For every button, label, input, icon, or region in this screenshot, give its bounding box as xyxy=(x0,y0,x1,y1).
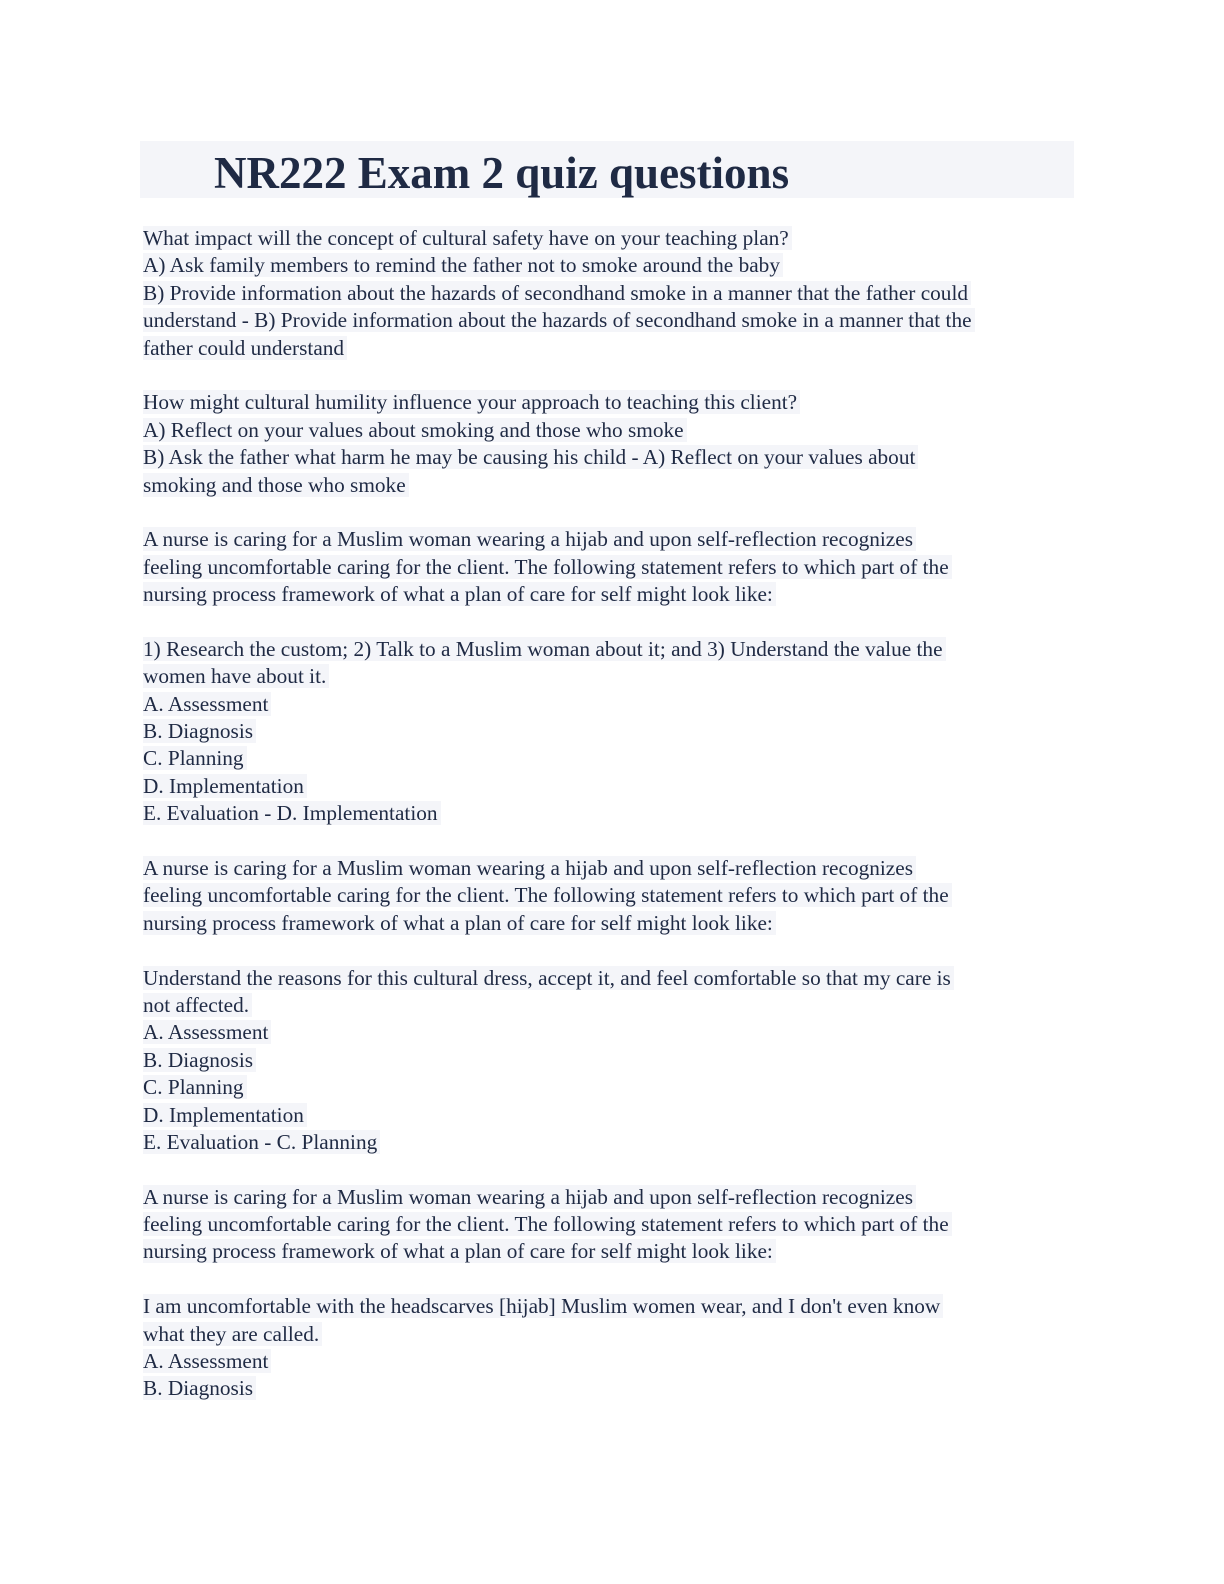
text-line xyxy=(143,417,1083,444)
text-line xyxy=(143,252,1083,279)
text-line xyxy=(143,1321,1083,1348)
text-line xyxy=(143,1019,1083,1046)
text-line xyxy=(143,1184,1083,1211)
text-line xyxy=(143,855,1083,882)
text-line xyxy=(143,992,1083,1019)
text-line-content: smoking and those who smoke xyxy=(143,473,409,497)
text-line xyxy=(143,718,1083,745)
text-line xyxy=(143,1348,1083,1375)
text-line-content: A nurse is caring for a Muslim woman wearing a hijab and upon self-reflection recognizes xyxy=(143,527,916,551)
text-line-content: father could understand xyxy=(143,336,347,360)
text-line-content: B. Diagnosis xyxy=(143,1376,256,1400)
text-line xyxy=(143,444,1083,471)
text-line-content: D. Implementation xyxy=(143,1103,307,1127)
text-line-content: A) Reflect on your values about smoking and those who smoke xyxy=(143,418,687,442)
text-line-content: A. Assessment xyxy=(143,1020,271,1044)
text-line-content: B. Diagnosis xyxy=(143,1048,256,1072)
text-line xyxy=(143,663,1083,690)
text-line-content: women have about it. xyxy=(143,664,329,688)
text-line-content: I am uncomfortable with the headscarves [hijab] Muslim women wear, and I don't even know xyxy=(143,1294,943,1318)
text-line-content: A nurse is caring for a Muslim woman wearing a hijab and upon self-reflection recognizes xyxy=(143,856,916,880)
text-line-content: not affected. xyxy=(143,993,252,1017)
text-line xyxy=(143,1293,1083,1320)
text-line-content: nursing process framework of what a plan of care for self might look like: xyxy=(143,911,776,935)
text-line xyxy=(143,280,1083,307)
text-line xyxy=(143,581,1083,608)
text-line-content: nursing process framework of what a plan of care for self might look like: xyxy=(143,582,776,606)
text-line-content: C. Planning xyxy=(143,746,247,770)
text-line-content: feeling uncomfortable caring for the client. The following statement refers to which part of the xyxy=(143,1212,952,1236)
text-line xyxy=(143,1074,1083,1101)
text-line-content: C. Planning xyxy=(143,1075,247,1099)
text-line xyxy=(143,1238,1083,1265)
text-line xyxy=(143,1211,1083,1238)
document-body xyxy=(143,225,1083,1403)
text-line-content: D. Implementation xyxy=(143,774,307,798)
text-line xyxy=(143,1102,1083,1129)
text-line-content: How might cultural humility influence your approach to teaching this client? xyxy=(143,390,800,414)
text-line xyxy=(143,773,1083,800)
paragraph-gap xyxy=(143,937,1083,964)
text-line-content: 1) Research the custom; 2) Talk to a Muslim woman about it; and 3) Understand the value the xyxy=(143,637,946,661)
text-line-content: A. Assessment xyxy=(143,1349,271,1373)
text-line xyxy=(143,1047,1083,1074)
question-block xyxy=(143,636,1083,828)
paragraph-gap xyxy=(143,362,1083,389)
text-line-content: understand - B) Provide information about the hazards of secondhand smoke in a manner that the xyxy=(143,308,975,332)
text-line-content: A) Ask family members to remind the father not to smoke around the baby xyxy=(143,253,783,277)
text-line xyxy=(143,389,1083,416)
text-line-content: feeling uncomfortable caring for the client. The following statement refers to which part of the xyxy=(143,883,952,907)
text-line-content: E. Evaluation - D. Implementation xyxy=(143,801,441,825)
text-line-content: A. Assessment xyxy=(143,692,271,716)
text-line xyxy=(143,526,1083,553)
text-line xyxy=(143,691,1083,718)
text-line-content: A nurse is caring for a Muslim woman wearing a hijab and upon self-reflection recognizes xyxy=(143,1185,916,1209)
page-title: NR222 Exam 2 quiz questions xyxy=(214,148,790,198)
text-line-content: feeling uncomfortable caring for the client. The following statement refers to which part of the xyxy=(143,555,952,579)
text-line xyxy=(143,965,1083,992)
text-line-content: nursing process framework of what a plan of care for self might look like: xyxy=(143,1239,776,1263)
text-line-content: B) Provide information about the hazards of secondhand smoke in a manner that the father could xyxy=(143,281,971,305)
text-line xyxy=(143,472,1083,499)
paragraph-gap xyxy=(143,828,1083,855)
question-block xyxy=(143,389,1083,499)
text-line-content: B. Diagnosis xyxy=(143,719,256,743)
paragraph-gap xyxy=(143,608,1083,635)
text-line xyxy=(143,554,1083,581)
question-block xyxy=(143,225,1083,362)
text-line xyxy=(143,1129,1083,1156)
text-line-content: What impact will the concept of cultural safety have on your teaching plan? xyxy=(143,226,792,250)
question-block xyxy=(143,1184,1083,1266)
text-line xyxy=(143,882,1083,909)
text-line xyxy=(143,307,1083,334)
text-line xyxy=(143,636,1083,663)
paragraph-gap xyxy=(143,1266,1083,1293)
text-line-content: what they are called. xyxy=(143,1322,322,1346)
text-line xyxy=(143,800,1083,827)
question-block xyxy=(143,965,1083,1157)
title-banner xyxy=(140,141,1074,198)
paragraph-gap xyxy=(143,1156,1083,1183)
text-line-content: E. Evaluation - C. Planning xyxy=(143,1130,380,1154)
text-line xyxy=(143,225,1083,252)
text-line xyxy=(143,910,1083,937)
text-line-content: B) Ask the father what harm he may be causing his child - A) Reflect on your values about xyxy=(143,445,918,469)
text-line xyxy=(143,1375,1083,1402)
text-line-content: Understand the reasons for this cultural dress, accept it, and feel comfortable so that my care is xyxy=(143,966,954,990)
text-line xyxy=(143,335,1083,362)
text-line xyxy=(143,745,1083,772)
question-block xyxy=(143,855,1083,937)
paragraph-gap xyxy=(143,499,1083,526)
question-block xyxy=(143,1293,1083,1403)
question-block xyxy=(143,526,1083,608)
